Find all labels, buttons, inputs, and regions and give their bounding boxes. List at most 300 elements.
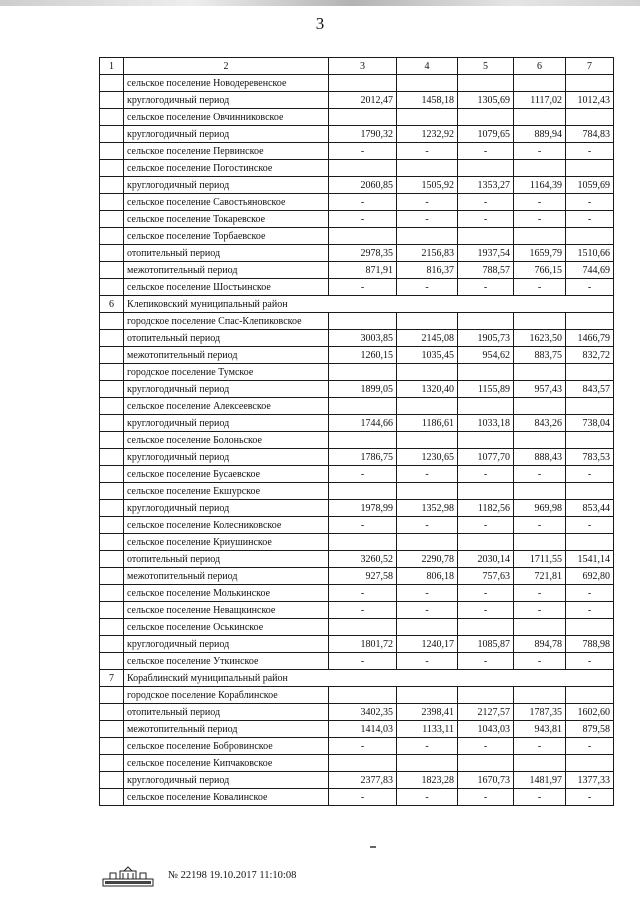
tariff-row — [100, 653, 614, 670]
index-cell — [100, 636, 124, 653]
tariff-row — [100, 194, 614, 211]
empty-cell — [397, 160, 458, 177]
value-cell: 853,44 — [566, 500, 614, 517]
value-cell: - — [514, 211, 566, 228]
empty-cell — [458, 483, 514, 500]
value-cell: 1186,61 — [397, 415, 458, 432]
index-cell — [100, 245, 124, 262]
index-cell — [100, 381, 124, 398]
value-cell: 1079,65 — [458, 126, 514, 143]
value-cell: 843,26 — [514, 415, 566, 432]
tariff-row — [100, 636, 614, 653]
empty-cell — [566, 619, 614, 636]
empty-cell — [397, 109, 458, 126]
empty-cell — [458, 687, 514, 704]
value-cell: 1155,89 — [458, 381, 514, 398]
value-cell: - — [566, 143, 614, 160]
empty-cell — [329, 313, 397, 330]
settlement-name: городское поселение Тумское — [124, 364, 329, 381]
empty-cell — [329, 755, 397, 772]
settlement-heading-row — [100, 432, 614, 449]
row-label: сельское поселение Уткинское — [124, 653, 329, 670]
value-cell: 2290,78 — [397, 551, 458, 568]
tariff-row — [100, 347, 614, 364]
row-label: сельское поселение Ковалинское — [124, 789, 329, 806]
empty-cell — [329, 228, 397, 245]
value-cell: 889,94 — [514, 126, 566, 143]
settlement-heading-row — [100, 534, 614, 551]
value-cell: - — [566, 194, 614, 211]
empty-cell — [566, 398, 614, 415]
row-label: межотопительный период — [124, 262, 329, 279]
header-cell: 1 — [100, 58, 124, 75]
header-cell: 4 — [397, 58, 458, 75]
tariff-row — [100, 177, 614, 194]
tariff-row — [100, 789, 614, 806]
row-label: сельское поселение Шостьинское — [124, 279, 329, 296]
value-cell: 744,69 — [566, 262, 614, 279]
settlement-name: сельское поселение Криушинское — [124, 534, 329, 551]
value-cell: 1377,33 — [566, 772, 614, 789]
value-cell: 1182,56 — [458, 500, 514, 517]
value-cell: 788,57 — [458, 262, 514, 279]
value-cell: 2398,41 — [397, 704, 458, 721]
value-cell: 3260,52 — [329, 551, 397, 568]
empty-cell — [514, 109, 566, 126]
empty-cell — [397, 755, 458, 772]
value-cell: 1510,66 — [566, 245, 614, 262]
row-label: межотопительный период — [124, 721, 329, 738]
value-cell: 2012,47 — [329, 92, 397, 109]
value-cell: - — [458, 653, 514, 670]
value-cell: 1541,14 — [566, 551, 614, 568]
value-cell: 1801,72 — [329, 636, 397, 653]
value-cell: 1033,18 — [458, 415, 514, 432]
index-cell — [100, 534, 124, 551]
value-cell: - — [458, 143, 514, 160]
value-cell: 2377,83 — [329, 772, 397, 789]
value-cell: - — [329, 738, 397, 755]
value-cell: 1232,92 — [397, 126, 458, 143]
header-cell: 5 — [458, 58, 514, 75]
index-cell — [100, 789, 124, 806]
value-cell: 1744,66 — [329, 415, 397, 432]
row-label: межотопительный период — [124, 347, 329, 364]
value-cell: 2145,08 — [397, 330, 458, 347]
value-cell: 1790,32 — [329, 126, 397, 143]
row-label: сельское поселение Бобровинское — [124, 738, 329, 755]
value-cell: - — [397, 211, 458, 228]
value-cell: 1320,40 — [397, 381, 458, 398]
empty-cell — [329, 160, 397, 177]
empty-cell — [397, 75, 458, 92]
value-cell: 1085,87 — [458, 636, 514, 653]
empty-cell — [329, 619, 397, 636]
value-cell: - — [329, 466, 397, 483]
empty-cell — [458, 534, 514, 551]
index-cell — [100, 551, 124, 568]
empty-cell — [566, 534, 614, 551]
value-cell: 883,75 — [514, 347, 566, 364]
value-cell: - — [566, 585, 614, 602]
empty-cell — [329, 364, 397, 381]
empty-cell — [458, 619, 514, 636]
value-cell: - — [397, 602, 458, 619]
index-cell — [100, 585, 124, 602]
settlement-name: сельское поселение Оськинское — [124, 619, 329, 636]
value-cell: - — [397, 279, 458, 296]
row-label: круглогодичный период — [124, 415, 329, 432]
empty-cell — [514, 313, 566, 330]
tariff-row — [100, 143, 614, 160]
value-cell: 1937,54 — [458, 245, 514, 262]
value-cell: - — [566, 211, 614, 228]
index-cell — [100, 126, 124, 143]
value-cell: 2030,14 — [458, 551, 514, 568]
row-label: сельское поселение Неващкинское — [124, 602, 329, 619]
index-cell — [100, 143, 124, 160]
index-cell — [100, 313, 124, 330]
empty-cell — [458, 75, 514, 92]
index-cell — [100, 602, 124, 619]
index-cell — [100, 653, 124, 670]
settlement-heading-row — [100, 228, 614, 245]
tariff-row — [100, 279, 614, 296]
empty-cell — [329, 109, 397, 126]
index-cell — [100, 432, 124, 449]
value-cell: 806,18 — [397, 568, 458, 585]
value-cell: 784,83 — [566, 126, 614, 143]
empty-cell — [514, 483, 566, 500]
index-cell — [100, 92, 124, 109]
value-cell: - — [397, 653, 458, 670]
value-cell: 894,78 — [514, 636, 566, 653]
value-cell: 832,72 — [566, 347, 614, 364]
value-cell: 969,98 — [514, 500, 566, 517]
value-cell: - — [458, 789, 514, 806]
empty-cell — [566, 160, 614, 177]
tariff-row — [100, 704, 614, 721]
value-cell: - — [397, 517, 458, 534]
value-cell: 1466,79 — [566, 330, 614, 347]
scan-edge-shadow — [0, 0, 640, 6]
value-cell: 2156,83 — [397, 245, 458, 262]
empty-cell — [566, 109, 614, 126]
value-cell: 1623,50 — [514, 330, 566, 347]
value-cell: 1711,55 — [514, 551, 566, 568]
district-name: Клепиковский муниципальный район — [124, 296, 614, 313]
value-cell: - — [397, 194, 458, 211]
value-cell: - — [397, 738, 458, 755]
value-cell: - — [566, 789, 614, 806]
tariff-row — [100, 517, 614, 534]
empty-cell — [458, 398, 514, 415]
value-cell: 692,80 — [566, 568, 614, 585]
value-cell: - — [514, 602, 566, 619]
settlement-name: городское поселение Спас-Клепиковское — [124, 313, 329, 330]
district-index: 7 — [100, 670, 124, 687]
row-label: круглогодичный период — [124, 636, 329, 653]
value-cell: 1978,99 — [329, 500, 397, 517]
value-cell: 1240,17 — [397, 636, 458, 653]
row-label: сельское поселение Первинское — [124, 143, 329, 160]
value-cell: 783,53 — [566, 449, 614, 466]
tariff-row — [100, 245, 614, 262]
value-cell: - — [566, 602, 614, 619]
empty-cell — [397, 619, 458, 636]
value-cell: - — [514, 653, 566, 670]
index-cell — [100, 500, 124, 517]
index-cell — [100, 721, 124, 738]
index-cell — [100, 194, 124, 211]
value-cell: - — [458, 738, 514, 755]
settlement-heading-row — [100, 687, 614, 704]
value-cell: 816,37 — [397, 262, 458, 279]
settlement-name: городское поселение Кораблинское — [124, 687, 329, 704]
settlement-name: сельское поселение Екшурское — [124, 483, 329, 500]
scan-mark — [370, 846, 376, 848]
empty-cell — [514, 364, 566, 381]
value-cell: 888,43 — [514, 449, 566, 466]
settlement-heading-row — [100, 313, 614, 330]
value-cell: 1260,15 — [329, 347, 397, 364]
value-cell: 1905,73 — [458, 330, 514, 347]
row-label: отопительный период — [124, 551, 329, 568]
value-cell: - — [566, 279, 614, 296]
settlement-name: сельское поселение Погостинское — [124, 160, 329, 177]
tariff-row — [100, 721, 614, 738]
index-cell — [100, 568, 124, 585]
settlement-heading-row — [100, 619, 614, 636]
value-cell: - — [329, 653, 397, 670]
empty-cell — [566, 228, 614, 245]
row-label: круглогодичный период — [124, 500, 329, 517]
value-cell: 1164,39 — [514, 177, 566, 194]
empty-cell — [566, 483, 614, 500]
settlement-name: сельское поселение Овчинниковское — [124, 109, 329, 126]
value-cell: 1352,98 — [397, 500, 458, 517]
value-cell: - — [329, 517, 397, 534]
value-cell: - — [566, 517, 614, 534]
value-cell: - — [458, 466, 514, 483]
value-cell: - — [458, 602, 514, 619]
value-cell: - — [397, 585, 458, 602]
settlement-heading-row — [100, 398, 614, 415]
district-name: Кораблинский муниципальный район — [124, 670, 614, 687]
empty-cell — [397, 313, 458, 330]
footer — [0, 864, 640, 894]
value-cell: 1899,05 — [329, 381, 397, 398]
empty-cell — [458, 755, 514, 772]
row-label: круглогодичный период — [124, 126, 329, 143]
value-cell: 757,63 — [458, 568, 514, 585]
value-cell: - — [566, 653, 614, 670]
row-label: круглогодичный период — [124, 177, 329, 194]
value-cell: 1059,69 — [566, 177, 614, 194]
value-cell: 1823,28 — [397, 772, 458, 789]
value-cell: - — [566, 738, 614, 755]
index-cell — [100, 211, 124, 228]
row-label: отопительный период — [124, 330, 329, 347]
index-cell — [100, 75, 124, 92]
index-cell — [100, 330, 124, 347]
tariff-row — [100, 211, 614, 228]
tariff-row — [100, 330, 614, 347]
value-cell: - — [329, 194, 397, 211]
settlement-name: сельское поселение Кипчаковское — [124, 755, 329, 772]
empty-cell — [514, 398, 566, 415]
district-row — [100, 296, 614, 313]
value-cell: - — [514, 738, 566, 755]
empty-cell — [566, 313, 614, 330]
settlement-heading-row — [100, 755, 614, 772]
tariff-row — [100, 449, 614, 466]
empty-cell — [458, 432, 514, 449]
empty-cell — [458, 313, 514, 330]
empty-cell — [514, 619, 566, 636]
empty-cell — [458, 160, 514, 177]
tariff-row — [100, 466, 614, 483]
index-cell — [100, 687, 124, 704]
row-label: сельское поселение Бусаевское — [124, 466, 329, 483]
district-index: 6 — [100, 296, 124, 313]
value-cell: 1786,75 — [329, 449, 397, 466]
index-cell — [100, 364, 124, 381]
index-cell — [100, 755, 124, 772]
settlement-name: сельское поселение Болоньское — [124, 432, 329, 449]
tariff-row — [100, 585, 614, 602]
tariff-row — [100, 500, 614, 517]
value-cell: 927,58 — [329, 568, 397, 585]
row-label: отопительный период — [124, 245, 329, 262]
empty-cell — [397, 687, 458, 704]
empty-cell — [397, 364, 458, 381]
empty-cell — [514, 755, 566, 772]
index-cell — [100, 228, 124, 245]
index-cell — [100, 109, 124, 126]
empty-cell — [514, 687, 566, 704]
index-cell — [100, 772, 124, 789]
tariff-row — [100, 92, 614, 109]
empty-cell — [397, 534, 458, 551]
value-cell: 738,04 — [566, 415, 614, 432]
header-cell: 2 — [124, 58, 329, 75]
value-cell: 1133,11 — [397, 721, 458, 738]
value-cell: 1305,69 — [458, 92, 514, 109]
settlement-heading-row — [100, 364, 614, 381]
header-cell: 7 — [566, 58, 614, 75]
empty-cell — [514, 75, 566, 92]
index-cell — [100, 517, 124, 534]
page-number: 3 — [315, 14, 325, 33]
value-cell: - — [514, 143, 566, 160]
index-cell — [100, 262, 124, 279]
value-cell: - — [329, 789, 397, 806]
value-cell: 1787,35 — [514, 704, 566, 721]
empty-cell — [566, 687, 614, 704]
index-cell — [100, 160, 124, 177]
value-cell: - — [329, 143, 397, 160]
value-cell: - — [329, 211, 397, 228]
header-cell: 3 — [329, 58, 397, 75]
tariff-row — [100, 772, 614, 789]
value-cell: 2978,35 — [329, 245, 397, 262]
row-label: отопительный период — [124, 704, 329, 721]
value-cell: 943,81 — [514, 721, 566, 738]
value-cell: 1414,03 — [329, 721, 397, 738]
empty-cell — [566, 432, 614, 449]
empty-cell — [329, 398, 397, 415]
value-cell: - — [514, 279, 566, 296]
value-cell: - — [397, 466, 458, 483]
value-cell: 843,57 — [566, 381, 614, 398]
value-cell: 766,15 — [514, 262, 566, 279]
value-cell: 1505,92 — [397, 177, 458, 194]
index-cell — [100, 738, 124, 755]
index-cell — [100, 398, 124, 415]
value-cell: 871,91 — [329, 262, 397, 279]
value-cell: 2127,57 — [458, 704, 514, 721]
value-cell: 1659,79 — [514, 245, 566, 262]
tariff-row — [100, 415, 614, 432]
value-cell: - — [514, 466, 566, 483]
value-cell: - — [458, 211, 514, 228]
index-cell — [100, 619, 124, 636]
index-cell — [100, 415, 124, 432]
tariff-row — [100, 381, 614, 398]
empty-cell — [397, 483, 458, 500]
row-label: межотопительный период — [124, 568, 329, 585]
index-cell — [100, 279, 124, 296]
index-cell — [100, 449, 124, 466]
row-label: круглогодичный период — [124, 772, 329, 789]
district-row — [100, 670, 614, 687]
tariff-row — [100, 551, 614, 568]
row-label: сельское поселение Савостьяновское — [124, 194, 329, 211]
empty-cell — [397, 228, 458, 245]
row-label: круглогодичный период — [124, 381, 329, 398]
settlement-heading-row — [100, 109, 614, 126]
registry-building-emblem-icon — [102, 866, 154, 888]
empty-cell — [458, 228, 514, 245]
tariff-table — [99, 57, 614, 806]
empty-cell — [566, 364, 614, 381]
settlement-name: сельское поселение Алексеевское — [124, 398, 329, 415]
value-cell: - — [397, 143, 458, 160]
empty-cell — [514, 432, 566, 449]
value-cell: 1230,65 — [397, 449, 458, 466]
index-cell — [100, 177, 124, 194]
settlement-heading-row — [100, 483, 614, 500]
value-cell: - — [566, 466, 614, 483]
empty-cell — [397, 398, 458, 415]
empty-cell — [329, 483, 397, 500]
value-cell: 954,62 — [458, 347, 514, 364]
value-cell: 3003,85 — [329, 330, 397, 347]
empty-cell — [329, 687, 397, 704]
empty-cell — [458, 364, 514, 381]
value-cell: - — [514, 789, 566, 806]
settlement-heading-row — [100, 160, 614, 177]
row-label: сельское поселение Токаревское — [124, 211, 329, 228]
tariff-row — [100, 262, 614, 279]
empty-cell — [566, 75, 614, 92]
index-cell — [100, 347, 124, 364]
value-cell: - — [397, 789, 458, 806]
index-cell — [100, 483, 124, 500]
value-cell: - — [458, 517, 514, 534]
empty-cell — [566, 755, 614, 772]
